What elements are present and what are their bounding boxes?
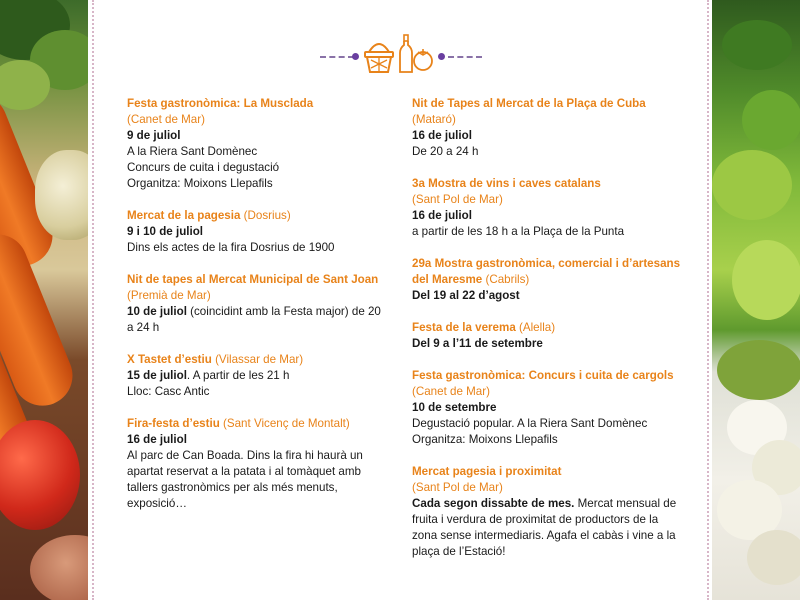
event-place: (Dosrius) bbox=[243, 209, 291, 222]
vegetable-photo-left bbox=[0, 0, 88, 600]
event-title: 3a Mostra de vins i caves catalans bbox=[412, 177, 601, 190]
event-date: 10 de setembre bbox=[412, 401, 497, 414]
event-date: 16 de juliol bbox=[412, 209, 472, 222]
event-detail: Organitza: Moixons Llepafils bbox=[127, 177, 273, 190]
event-item bbox=[127, 272, 389, 336]
event-title: Festa de la verema bbox=[412, 321, 516, 334]
event-item bbox=[412, 320, 682, 352]
header-ornament bbox=[318, 32, 458, 80]
event-date: Del 19 al 22 d’agost bbox=[412, 289, 520, 302]
event-item bbox=[127, 352, 389, 400]
event-place: (Vilassar de Mar) bbox=[215, 353, 304, 366]
event-item bbox=[412, 464, 682, 560]
event-title: Mercat pagesia i proximitat bbox=[412, 465, 562, 478]
event-title: Festa gastronòmica: La Musclada bbox=[127, 97, 314, 110]
vegetable-photo-right bbox=[712, 0, 800, 600]
event-title: Festa gastronòmica: Concurs i cuita de cargols bbox=[412, 369, 674, 382]
event-detail: Dins els actes de la fira Dosrius de 1900 bbox=[127, 241, 335, 254]
basket-icon bbox=[362, 36, 396, 79]
event-place: (Premià de Mar) bbox=[127, 289, 211, 302]
event-place: (Mataró) bbox=[412, 113, 456, 126]
event-detail: a partir de les 18 h a la Plaça de la Punta bbox=[412, 225, 625, 238]
event-detail: A la Riera Sant Domènec bbox=[127, 145, 258, 158]
event-title: Nit de Tapes al Mercat de la Plaça de Cuba bbox=[412, 97, 646, 110]
event-title: Fira-festa d’estiu bbox=[127, 417, 220, 430]
event-item bbox=[127, 208, 389, 256]
event-item bbox=[127, 416, 389, 512]
event-place: (Sant Pol de Mar) bbox=[412, 193, 503, 206]
event-detail: Degustació popular. A la Riera Sant Domènec bbox=[412, 417, 648, 430]
event-detail: Concurs de cuita i degustació bbox=[127, 161, 280, 174]
event-item bbox=[412, 368, 682, 448]
event-title: X Tastet d’estiu bbox=[127, 353, 212, 366]
event-detail: . A partir de les 21 h bbox=[186, 369, 290, 382]
event-detail: Al parc de Can Boada. Dins la fira hi haurà un apartat reservat a la patata i al tomàquet amb tallers gastronòmics per als més menuts, exposició… bbox=[127, 449, 363, 510]
event-detail: (coincidint amb la Festa major) de 20 a 24 h bbox=[127, 305, 381, 334]
event-title: 29a Mostra gastronòmica, comercial i d’artesans del Maresme bbox=[412, 257, 681, 286]
event-date: 16 de juliol bbox=[127, 433, 187, 446]
event-detail: Lloc: Casc Antic bbox=[127, 385, 210, 398]
event-date: Del 9 a l’11 de setembre bbox=[412, 337, 543, 350]
event-date: 9 i 10 de juliol bbox=[127, 225, 204, 238]
event-date: 10 de juliol bbox=[127, 305, 187, 318]
events-column-right bbox=[412, 96, 682, 576]
event-item bbox=[412, 176, 682, 240]
event-place: (Alella) bbox=[519, 321, 556, 334]
event-item bbox=[412, 256, 682, 304]
event-title: Nit de tapes al Mercat Municipal de Sant Joan bbox=[127, 273, 379, 286]
event-item bbox=[412, 96, 682, 160]
event-detail: De 20 a 24 h bbox=[412, 145, 479, 158]
event-detail: Organitza: Moixons Llepafils bbox=[412, 433, 558, 446]
event-date: 16 de juliol bbox=[412, 129, 472, 142]
event-place: (Cabrils) bbox=[485, 273, 530, 286]
event-place: (Canet de Mar) bbox=[412, 385, 490, 398]
event-place: (Sant Pol de Mar) bbox=[412, 481, 503, 494]
event-detail: Mercat mensual de fruita i verdura de proximitat de productors de la zona sense intermediaris. Agafa el cabàs i vine a la plaça de l’Estació! bbox=[412, 497, 677, 558]
tomato-icon bbox=[412, 46, 434, 77]
event-title: Mercat de la pagesia bbox=[127, 209, 241, 222]
dotted-border-right bbox=[707, 0, 709, 600]
event-place: (Sant Vicenç de Montalt) bbox=[223, 417, 350, 430]
event-date: 9 de juliol bbox=[127, 129, 181, 142]
event-date: Cada segon dissabte de mes. bbox=[412, 497, 575, 510]
events-column-left bbox=[127, 96, 389, 528]
event-date: 15 de juliol bbox=[127, 369, 187, 382]
event-place: (Canet de Mar) bbox=[127, 113, 205, 126]
dotted-border-left bbox=[92, 0, 94, 600]
event-item bbox=[127, 96, 389, 192]
